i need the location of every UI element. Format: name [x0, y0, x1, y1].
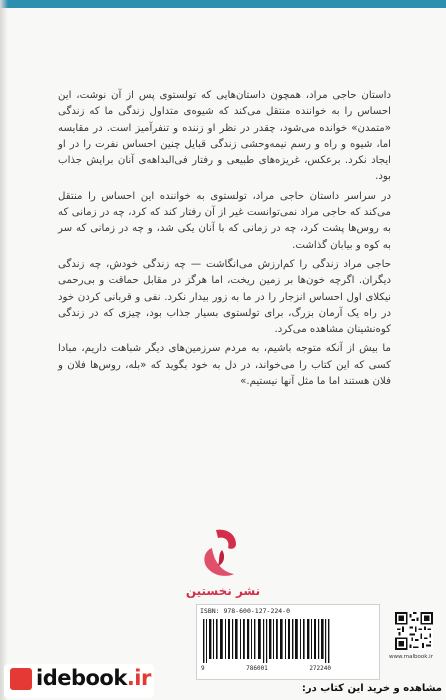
book-icon: [10, 668, 32, 690]
isbn-label: ISBN: 978-600-127-224-0: [200, 607, 291, 615]
publisher-logo-icon: [192, 526, 254, 582]
idebook-caption: مشاهده و خرید این کتاب در:: [301, 683, 442, 694]
idebook-watermark[interactable]: [4, 664, 154, 698]
blurb-paragraph-3: حاجی مراد زندگی را کم‌ارزش می‌انگاشت — چه زندگی خودش، چه زندگی دیگران. اگرچه خون‌ها بر زمین ریخت، اما هرگز در مقابل حماقت و بی‌رحمی نیکلای اول احساس انزجار را در ما به زور بیدار نکرد. نفی و قربانی کردن خود در راه یک آرمان بزرگ، برای تولستوی بسیار جذاب بود، چیزی که در زندگی کوه‌نشینان مشاهده می‌کرد.: [58, 258, 391, 336]
barcode-digits: [201, 665, 331, 672]
idebook-brand: [36, 666, 151, 690]
top-color-strip: [0, 0, 446, 8]
barcode-digit-group-1: 9: [201, 665, 205, 672]
blurb-paragraph-4: ما بیش از آنکه متوجه باشیم، به مردم سرزمین‌های دیگر شباهت داریم، مبادا کسی که این کتاب را می‌خواند، در دل به خود بگوید که «بله، روس‌ها فلان و فلان هستند اما ما مثل آنها نیستیم.»: [58, 343, 391, 388]
idebook-tld: .ir: [126, 666, 151, 690]
publisher-name: نشر نخستین: [185, 584, 261, 598]
blurb-paragraph-1: داستان حاجی مراد، همچون داستان‌هایی که تولستوی پس از آن نوشت، این احساس را به خواننده منتقل می‌کند که شیوه‌ی متداول زندگی ما که زندگی «متمدن» خوانده می‌شود، چقدر در نظر او زننده و تنفرآمیز است. در مقایسه اما، شیوه و راه و رسم نیمه‌وحشی زندگی قبایل چنین احساس نفرت را در او ایجاد نکرد. برعکس، غریزه‌های طبیعی و رفتار فی‌البداهه‌ی آنان برایش جذاب بود.: [58, 90, 391, 183]
qr-code-icon: [395, 612, 433, 650]
barcode-digit-group-2: 786001: [246, 665, 268, 672]
spine-shadow: [0, 0, 8, 700]
isbn-barcode-box: [196, 604, 380, 680]
qr-caption: www.malbook.ir: [389, 654, 433, 660]
idebook-brand-name: idebook: [36, 666, 127, 690]
barcode-icon: [201, 619, 331, 663]
back-cover-blurb: [58, 88, 391, 393]
barcode-digit-group-3: 272240: [309, 665, 331, 672]
blurb-paragraph-2: در سراسر داستان حاجی مراد، تولستوی به خواننده این احساس را منتقل می‌کند که حاجی مراد نمی‌توانست غیر از آن رفتار کند که کرد، چه در زمانی که به روس‌ها پشت کرد، چه در زمانی که با آنان یکی شد، و چه در زمانی که سر به کوه و بیابان گذاشت.: [58, 190, 391, 251]
